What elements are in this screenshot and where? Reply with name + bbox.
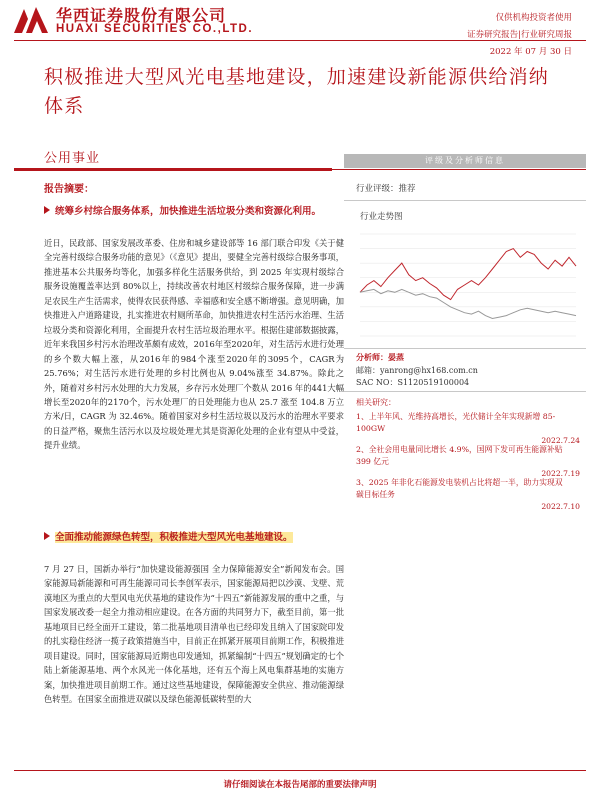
report-category: 证券研究报告|行业研究周报	[467, 30, 572, 40]
rating-value: 推荐	[398, 184, 416, 194]
footer-rule	[14, 770, 586, 771]
bullet-triangle-icon	[44, 532, 50, 540]
analyst-email[interactable]: yanrong@hx168.com.cn	[380, 365, 478, 375]
industry-trend-chart	[352, 226, 584, 348]
analyst-info	[356, 351, 478, 390]
analyst-name: 晏蒸	[388, 352, 404, 362]
sac-number: S1120519100004	[397, 378, 470, 387]
series-line-1	[360, 289, 576, 318]
sidebar-divider	[344, 391, 586, 392]
section2-body: 7 月 27 日，国新办举行“加快建设能源强国 全力保障能源安全”新闻发布会。国家能源局新能源和可再生能源司司长李创军表示，国家能源局把以沙漠、戈壁、荒漠地区为重点的大型风电光伏基地的建设作为“十四五”新能源发展的重中之重，与国家发展改委一起全力推动相应建设。在各方面的共同努力下，截至目前，第一批基地项目已经全面开工建设，第二批基地项目清单也已经印发且纳入了国家院印发的扎实稳住经济一揽子政策措施当中，目前正在抓紧开展项目前期工作，积极推进项目建设。同时，国家能源局近期也印发通知，抓紧编制“十四五”规划确定的七个陆上新能源基地、两个水风光一体化基地，还有五个海上风电集群基地的实施方案，加快推进项目前期工作。通过这些基地建设，保障能源安全供应、推动能源绿色转型。在国家全面推进双碳以及绿色能源低碳转型的大	[44, 564, 344, 705]
brand-name-en: HUAXI SECURITIES CO.,LTD.	[56, 23, 254, 35]
trend-chart-title: 行业走势图	[360, 212, 403, 222]
related-item-date: 2022.7.24	[541, 436, 580, 445]
related-research-heading: 相关研究：	[356, 398, 396, 407]
rating-info-bar: 评级及分析师信息	[344, 154, 586, 168]
sac-label: SAC NO：	[356, 378, 398, 387]
section-rule-thick	[14, 168, 332, 171]
legal-notice-footer: 请仔细阅读在本报告尾部的重要法律声明	[223, 780, 377, 790]
analyst-label: 分析师：	[356, 352, 388, 362]
header-rule	[14, 40, 586, 41]
section2-heading	[44, 530, 344, 545]
section1-heading-text: 统筹乡村综合服务体系，加快推进生活垃圾分类和资源化利用。	[55, 206, 322, 217]
huaxi-logo-icon	[14, 5, 48, 35]
brand-name-cn: 华西证券股份有限公司	[56, 6, 227, 25]
section2-heading-text: 全面推动能源绿色转型，积极推进大型风光电基地建设。	[55, 532, 293, 543]
related-item[interactable]: 2、全社会用电量同比增长 4.9%，国网下发可再生能源补贴 399 亿元	[356, 445, 563, 466]
related-item[interactable]: 3、2025 年非化石能源发电装机占比将超一半，助力实现双碳目标任务	[356, 478, 563, 499]
email-label: 邮箱：	[356, 365, 380, 375]
section1-heading	[44, 204, 344, 219]
section-rule-thin	[332, 169, 586, 170]
report-title: 积极推进大型风光电基地建设，加速建设新能源供给消纳体系	[44, 66, 550, 117]
summary-label: 报告摘要：	[44, 184, 94, 195]
related-item[interactable]: 1、上半年风、光维持高增长，光伏储计全年实现新增 85-100GW	[356, 412, 556, 433]
sidebar-divider	[344, 348, 586, 349]
rating-label: 行业评级：	[356, 184, 399, 194]
section1-body: 近日，民政部、国家发展改革委、住房和城乡建设部等 16 部门联合印发《关于健全完善村级综合服务功能的意见》（《意见》提出，要健全完善村级综合服务事项，推进基本公共服务均等化，加强多样化生活服务供给，到 2025 年实现村级综合服务设施覆盖率达到 80%以上，持续改善农村地区村级综合服务保障，进一步满足农民生产生活需求，使得农民获得感、幸福感和安全感不断增强。意见明确，加快推进入户道路建设，扎实推进农村厕所革命，加快推进农村生活污水治理、生活垃圾分类和资源化利用，全面提升农村生活垃圾治理水平。根据住建部数据披露，近年来我国乡村污水治理改革颇有成效，2016年至2020年，对生活污水进行处理的乡个数大幅上涨，从2016年的984个涨至2020年的3095个，CAGR为25.76%；对生活污水进行处理的乡村比例也从 9.04%涨至 34.87%。除此之外，随着对乡村污水处理的大力发展，乡存污水处理厂个数从 2016 年的441大幅增长至2020年的2170个，污水处理厂的日处理能力也从 25.7 涨至 104.8 万立方米/日，CAGR 为 32.46%。随着国家对乡村生活垃圾以及污水的治理水平要求的日益严格，聚焦生活污水以及垃圾处理尤其是资源化处理的企业有望从中受益，提升业绩。	[44, 238, 344, 451]
bullet-triangle-icon	[44, 206, 50, 214]
related-item-date: 2022.7.10	[541, 502, 580, 511]
related-item-date: 2022.7.19	[541, 469, 580, 478]
sidebar-divider	[344, 200, 586, 201]
industry-rating	[356, 182, 416, 194]
report-date: 2022 年 07 月 30 日	[489, 47, 572, 57]
audience-notice: 仅供机构投资者使用	[495, 13, 572, 23]
industry-label: 公用事业	[44, 151, 101, 166]
